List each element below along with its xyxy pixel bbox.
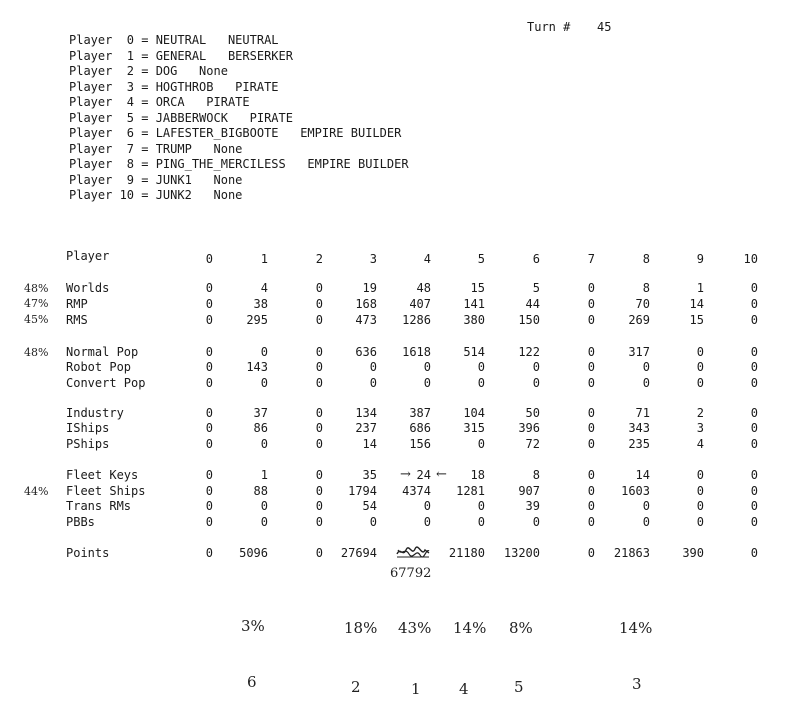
table-cell: 0 [205, 281, 213, 295]
row-label-points: Points [66, 546, 110, 560]
table-cell: 0 [260, 499, 268, 513]
column-header-player: 10 [743, 252, 758, 266]
table-cell: 0 [750, 281, 758, 295]
row-label-normal-pop: Normal Pop [66, 345, 139, 359]
table-cell: 473 [355, 313, 377, 327]
arrow-left-icon: ← [436, 467, 447, 482]
table-cell: 104 [463, 406, 485, 420]
table-cell: 1618 [402, 345, 431, 359]
table-cell: 35 [362, 468, 377, 482]
table-cell: 396 [518, 421, 540, 435]
table-cell: 0 [587, 437, 595, 451]
table-cell: 2 [696, 406, 704, 420]
table-cell: 0 [205, 376, 213, 390]
table-cell: 235 [628, 437, 650, 451]
table-cell: 0 [260, 437, 268, 451]
table-cell: 0 [315, 484, 323, 498]
row-label-convert-pop: Convert Pop [66, 376, 146, 390]
turn-number: 45 [597, 20, 612, 34]
row-label-rms: RMS [66, 313, 88, 327]
table-cell: 0 [315, 515, 323, 529]
table-cell: 0 [587, 360, 595, 374]
table-cell: 0 [315, 281, 323, 295]
table-cell: 50 [525, 406, 540, 420]
table-cell: 14 [362, 437, 377, 451]
table-cell: 0 [696, 360, 704, 374]
rank-player-1: 6 [247, 673, 257, 691]
table-cell: 0 [477, 437, 485, 451]
table-cell: 0 [315, 360, 323, 374]
table-cell: 0 [750, 313, 758, 327]
table-cell: 71 [635, 406, 650, 420]
table-cell: 1281 [456, 484, 485, 498]
table-cell: 4 [696, 437, 704, 451]
table-cell: 390 [682, 546, 704, 560]
table-cell: 1 [696, 281, 704, 295]
table-cell: 0 [642, 515, 650, 529]
table-cell: 14 [635, 468, 650, 482]
table-cell: 168 [355, 297, 377, 311]
column-header-player: 7 [587, 252, 595, 266]
rank-player-4: 1 [411, 680, 421, 698]
table-cell: 269 [628, 313, 650, 327]
table-cell: 15 [470, 281, 485, 295]
table-cell: 141 [463, 297, 485, 311]
table-cell: 407 [409, 297, 431, 311]
table-cell: 156 [409, 437, 431, 451]
table-cell: 5 [532, 281, 540, 295]
table-cell: 0 [205, 499, 213, 513]
table-cell: 1603 [621, 484, 650, 498]
table-cell: 0 [369, 515, 377, 529]
player-entry: Player 9 = JUNK1 None [69, 172, 243, 187]
table-cell: 4374 [402, 484, 431, 498]
table-cell: 0 [642, 499, 650, 513]
percent-player-1: 3% [241, 617, 265, 635]
margin-note-fleet-ships: 44% [24, 485, 49, 498]
table-cell: 37 [253, 406, 268, 420]
rank-player-8: 3 [632, 675, 642, 693]
corrected-points: 67792 [390, 566, 432, 581]
table-cell: 0 [315, 345, 323, 359]
table-cell: 24 [416, 468, 431, 482]
player-entry: Player 6 = LAFESTER_BIGBOOTE EMPIRE BUILDER [69, 126, 402, 140]
table-cell: 0 [587, 546, 595, 560]
table-cell: 48 [416, 281, 431, 295]
table-cell: 0 [423, 376, 431, 390]
table-cell: 0 [205, 313, 213, 327]
table-cell: 0 [260, 515, 268, 529]
table-cell: 0 [696, 515, 704, 529]
table-cell: 0 [205, 406, 213, 420]
player-entry: Player 7 = TRUMP None [69, 141, 243, 156]
row-label-fleet-keys: Fleet Keys [66, 468, 139, 482]
table-cell: 0 [205, 515, 213, 529]
table-cell: 0 [587, 406, 595, 420]
table-cell: 86 [253, 421, 268, 435]
table-cell: 1 [260, 468, 268, 482]
table-cell: 907 [518, 484, 540, 498]
table-header-label: Player [66, 249, 110, 263]
table-cell: 0 [587, 468, 595, 482]
table-cell: 0 [696, 484, 704, 498]
table-cell: 0 [205, 468, 213, 482]
column-header-player: 2 [315, 252, 323, 266]
table-cell: 134 [355, 406, 377, 420]
table-cell: 0 [587, 297, 595, 311]
table-cell: 636 [355, 345, 377, 359]
margin-note-rmp: 47% [24, 297, 49, 310]
margin-note-normal-pop: 48% [24, 346, 49, 359]
table-cell: 0 [750, 515, 758, 529]
table-cell: 0 [477, 499, 485, 513]
column-header-player: 6 [532, 252, 540, 266]
table-cell: 88 [253, 484, 268, 498]
table-cell: 39 [525, 499, 540, 513]
table-cell: 14 [689, 297, 704, 311]
table-cell: 0 [369, 360, 377, 374]
table-cell: 0 [315, 406, 323, 420]
table-cell: 0 [750, 297, 758, 311]
row-label-pships: PShips [66, 437, 110, 451]
table-cell: 0 [477, 360, 485, 374]
table-cell: 0 [696, 376, 704, 390]
table-cell: 0 [315, 313, 323, 327]
table-cell: 0 [696, 345, 704, 359]
table-cell: 15 [689, 313, 704, 327]
table-cell: 1286 [402, 313, 431, 327]
column-header-player: 4 [423, 252, 431, 266]
player-entry: Player 3 = HOGTHROB PIRATE [69, 79, 279, 94]
row-label-robot-pop: Robot Pop [66, 360, 132, 374]
table-cell: 0 [587, 345, 595, 359]
table-cell: 27694 [340, 546, 377, 560]
column-header-player: 1 [260, 252, 268, 266]
table-cell: 0 [750, 421, 758, 435]
table-cell: 8 [642, 281, 650, 295]
table-cell: 150 [518, 313, 540, 327]
player-entry: Player 4 = ORCA PIRATE [69, 95, 250, 109]
table-cell: 0 [477, 515, 485, 529]
table-cell: 317 [628, 345, 650, 359]
table-cell: 0 [315, 468, 323, 482]
player-entry: Player 5 = JABBERWOCK PIRATE [69, 110, 293, 125]
table-cell: 0 [750, 345, 758, 359]
table-cell: 0 [750, 499, 758, 513]
table-cell: 0 [477, 376, 485, 390]
table-cell: 0 [423, 499, 431, 513]
table-cell: 0 [696, 499, 704, 513]
table-cell: 3 [696, 421, 704, 435]
arrow-right-icon: → [400, 467, 411, 482]
table-cell: 54 [362, 499, 377, 513]
table-cell: 4 [260, 281, 268, 295]
player-entry: Player 10 = JUNK2 None [69, 188, 243, 202]
table-cell: 0 [315, 499, 323, 513]
table-cell: 0 [205, 345, 213, 359]
table-cell: 8 [532, 468, 540, 482]
column-header-player: 0 [205, 252, 213, 266]
percent-player-5: 14% [453, 619, 487, 637]
table-cell: 5096 [239, 546, 268, 560]
rank-player-6: 5 [514, 678, 524, 696]
table-cell: 0 [587, 421, 595, 435]
table-cell: 0 [750, 376, 758, 390]
table-cell: 0 [205, 484, 213, 498]
table-cell: 0 [260, 376, 268, 390]
table-cell: 143 [246, 360, 268, 374]
margin-note-rms: 45% [24, 313, 49, 326]
table-cell: 18 [470, 468, 485, 482]
table-cell: 295 [246, 313, 268, 327]
table-cell: 0 [205, 437, 213, 451]
player-entry: Player 0 = NEUTRAL NEUTRAL [69, 33, 279, 47]
row-label-industry: Industry [66, 406, 124, 420]
column-header-player: 3 [369, 252, 377, 266]
margin-note-worlds: 48% [24, 282, 49, 295]
table-cell: 0 [750, 546, 758, 560]
percent-player-3: 18% [344, 619, 378, 637]
table-cell: 315 [463, 421, 485, 435]
table-cell: 0 [587, 484, 595, 498]
table-cell: 0 [750, 484, 758, 498]
table-cell: 0 [205, 360, 213, 374]
table-cell: 0 [532, 360, 540, 374]
table-cell: 0 [205, 297, 213, 311]
table-cell: 0 [587, 313, 595, 327]
row-label-fleet-ships: Fleet Ships [66, 484, 146, 498]
table-cell: 0 [369, 376, 377, 390]
percent-player-8: 14% [619, 619, 653, 637]
table-cell: 122 [518, 345, 540, 359]
table-cell: 0 [315, 376, 323, 390]
table-cell: 0 [423, 360, 431, 374]
table-cell: 1794 [348, 484, 377, 498]
table-cell: 0 [260, 345, 268, 359]
table-cell: 70 [635, 297, 650, 311]
row-label-worlds: Worlds [66, 281, 110, 295]
row-label-iships: IShips [66, 421, 110, 435]
rank-player-3: 2 [351, 678, 361, 696]
percent-player-4: 43% [398, 619, 432, 637]
table-cell: 0 [532, 515, 540, 529]
table-cell: 0 [315, 546, 323, 560]
row-label-trans-rms: Trans RMs [66, 499, 132, 513]
table-cell: 0 [750, 437, 758, 451]
table-cell: 686 [409, 421, 431, 435]
player-entry: Player 1 = GENERAL BERSERKER [69, 48, 293, 63]
table-cell: 0 [750, 360, 758, 374]
rank-player-5: 4 [459, 680, 469, 698]
table-cell: 19 [362, 281, 377, 295]
column-header-player: 5 [477, 252, 485, 266]
row-label-rmp: RMP [66, 297, 88, 311]
table-cell: 44 [525, 297, 540, 311]
percent-player-6: 8% [509, 619, 533, 637]
table-cell: 0 [315, 297, 323, 311]
table-cell: 0 [587, 281, 595, 295]
table-cell: 0 [696, 468, 704, 482]
table-cell: 0 [315, 437, 323, 451]
table-cell: 387 [409, 406, 431, 420]
table-cell: 0 [315, 421, 323, 435]
column-header-player: 9 [696, 252, 704, 266]
player-entry: Player 8 = PING_THE_MERCILESS EMPIRE BUILDER [69, 157, 409, 171]
row-label-pbbs: PBBs [66, 515, 95, 529]
table-cell: 13200 [503, 546, 540, 560]
table-cell: 0 [205, 421, 213, 435]
table-cell: 0 [642, 360, 650, 374]
column-header-player: 8 [642, 252, 650, 266]
table-cell: 0 [587, 515, 595, 529]
player-entry: Player 2 = DOG None [69, 64, 228, 78]
table-cell: 380 [463, 313, 485, 327]
table-cell: 0 [532, 376, 540, 390]
table-cell: 38 [253, 297, 268, 311]
table-cell: 0 [750, 468, 758, 482]
table-cell: 0 [205, 546, 213, 560]
table-cell: 21180 [448, 546, 485, 560]
table-cell: 0 [642, 376, 650, 390]
table-cell: 0 [587, 376, 595, 390]
table-cell: 72 [525, 437, 540, 451]
turn-label: Turn # [527, 20, 571, 34]
table-cell: 237 [355, 421, 377, 435]
table-cell: 0 [587, 499, 595, 513]
table-cell: 514 [463, 345, 485, 359]
table-cell: 21863 [613, 546, 650, 560]
table-cell: 343 [628, 421, 650, 435]
scribbled-out-points [396, 545, 430, 559]
table-cell: 0 [423, 515, 431, 529]
table-cell: 0 [750, 406, 758, 420]
